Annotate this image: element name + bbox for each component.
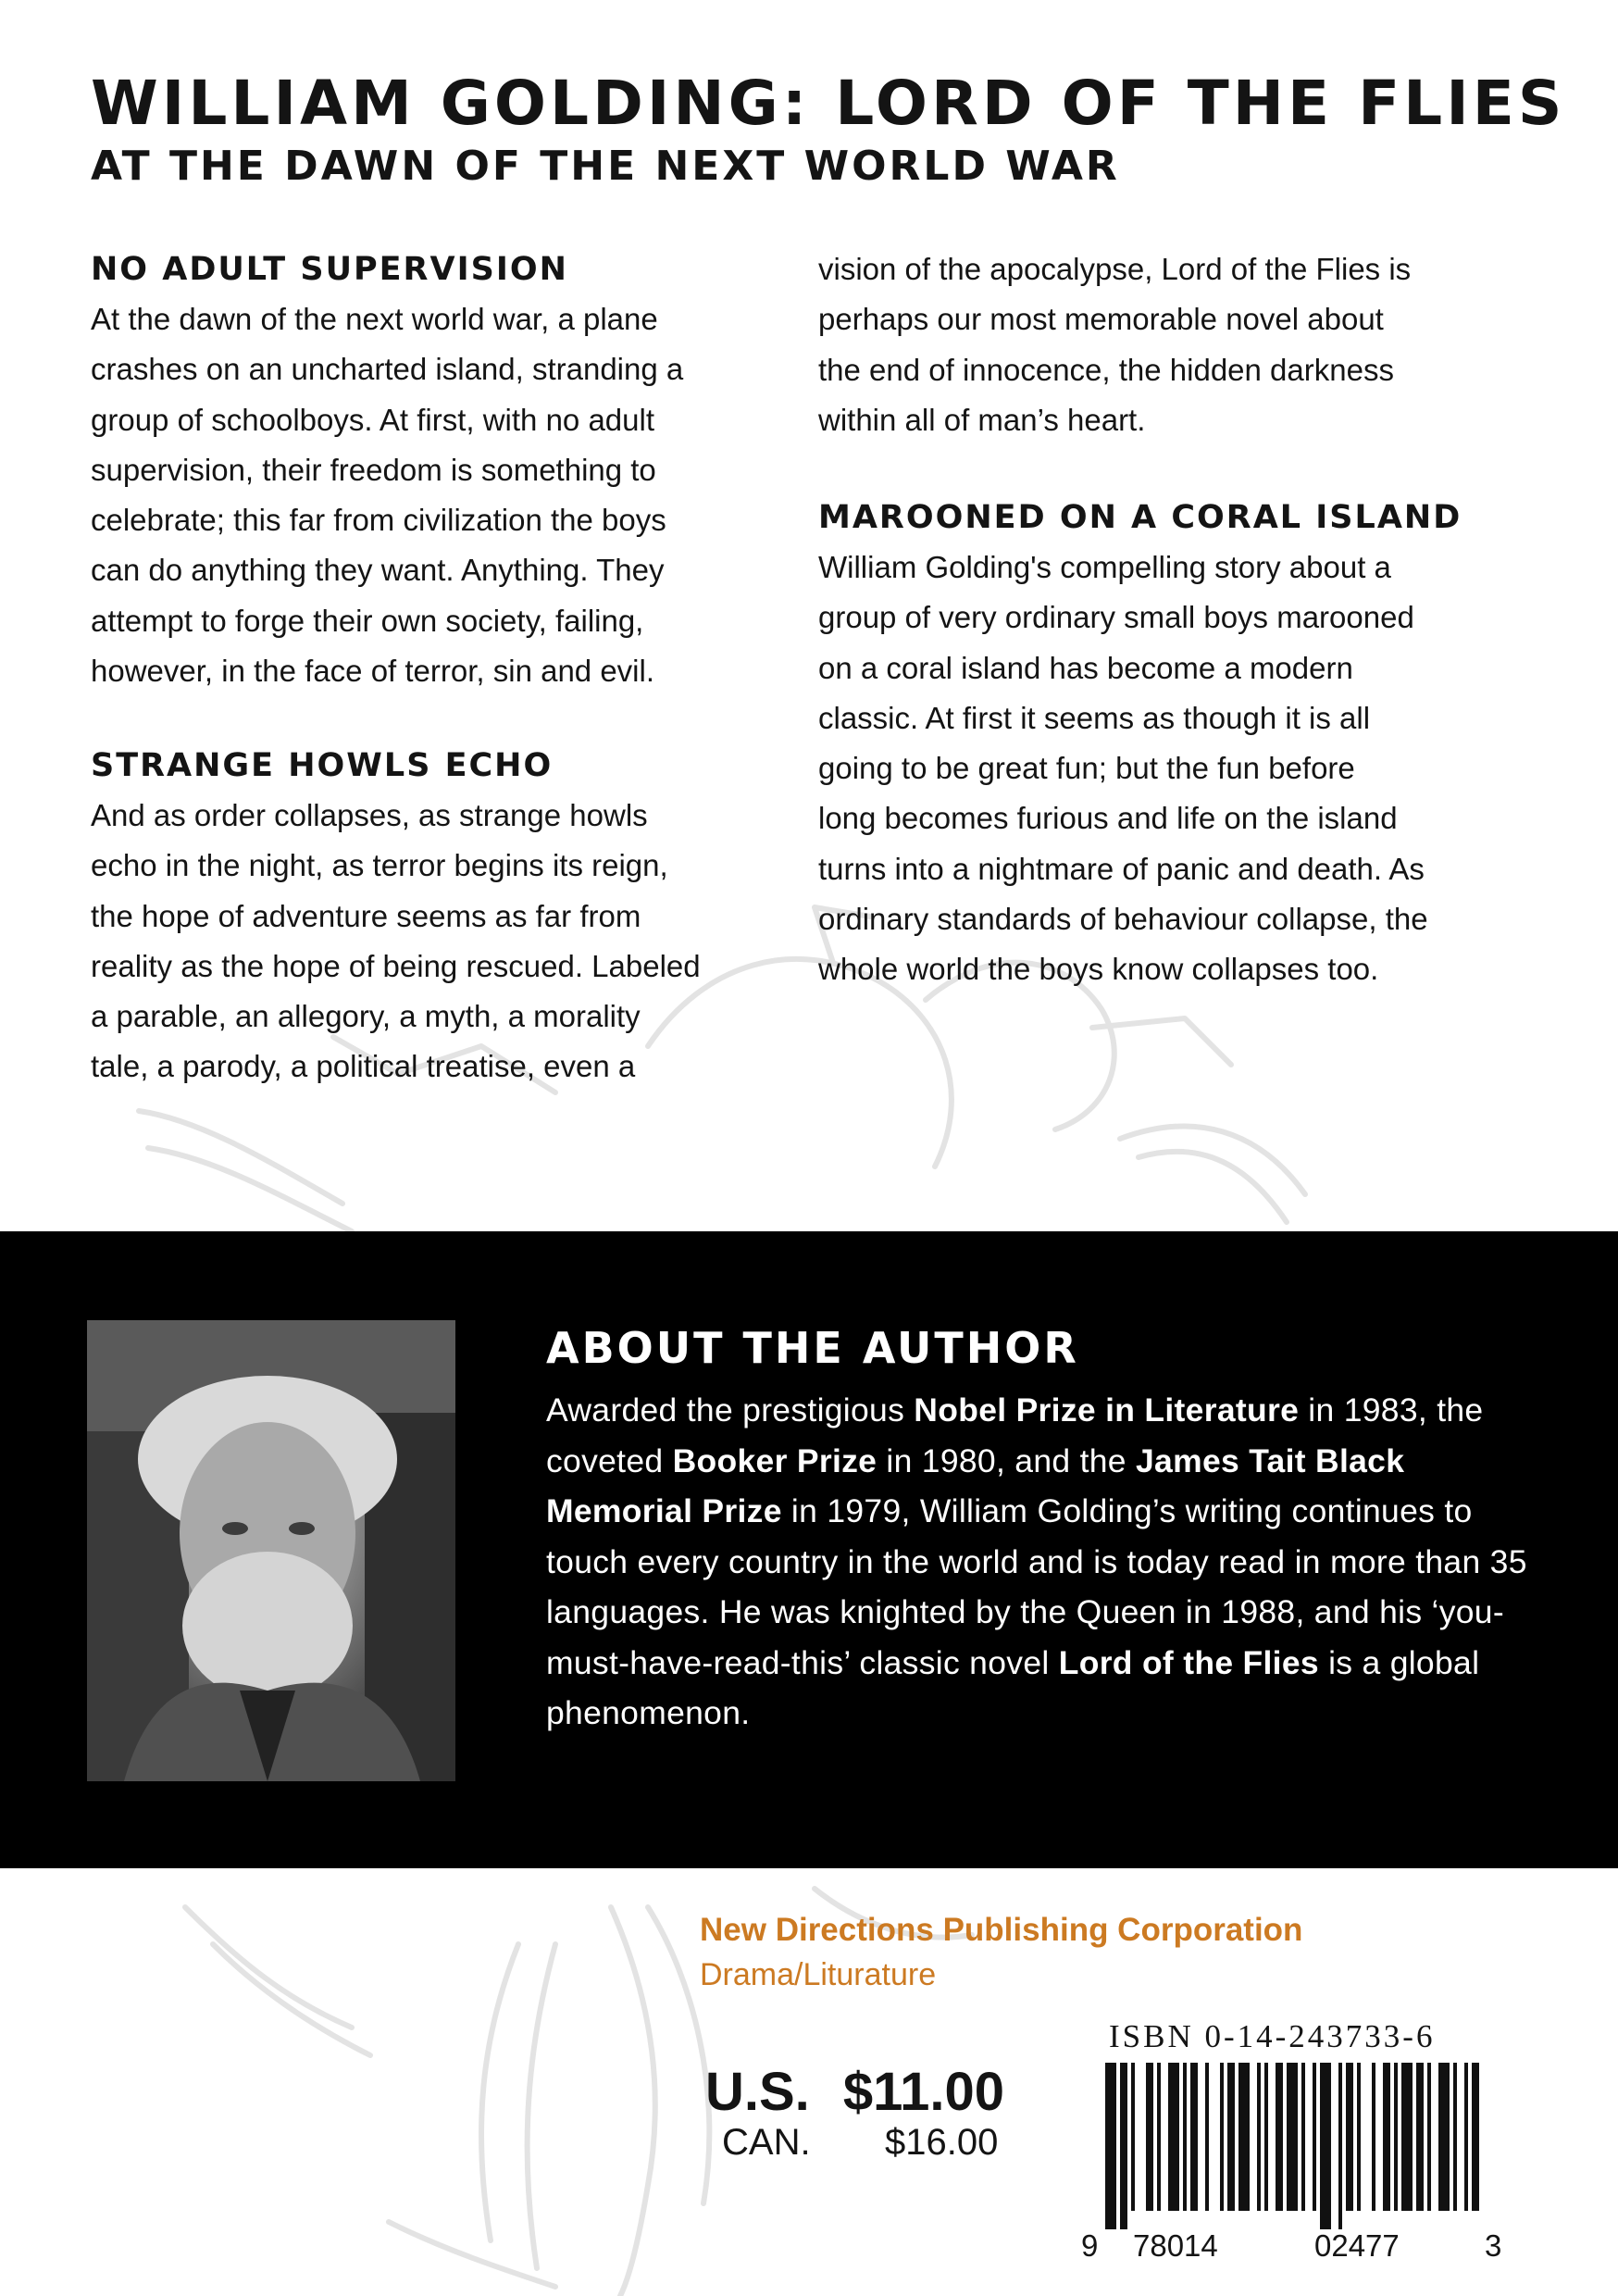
about-author-run: is a global phenomenon.: [546, 1643, 1480, 1731]
about-author-emphasis: Nobel Prize in Literature: [914, 1391, 1300, 1429]
about-author-run: in 1983, the coveted: [546, 1391, 1484, 1479]
barcode-bar: [1168, 2063, 1179, 2211]
genre-label: Drama/Liturature: [700, 1957, 937, 1992]
barcode-bar: [1372, 2063, 1375, 2211]
barcode-bar: [1338, 2063, 1342, 2229]
barcode-bar: [1357, 2063, 1361, 2211]
barcode-bar: [1227, 2063, 1235, 2211]
author-portrait-photo: [87, 1320, 455, 1781]
barcode-bar: [1146, 2063, 1153, 2211]
section-text: And as order collapses, as strange howls echo in the night, as terror begins its reign, the hope of adventure seems as far from reality as the hope of being rescued. Labeled a parable, an allegory, a myth, a morality tale, a parody, a political treatise, even a: [91, 798, 701, 1084]
barcode-bar: [1287, 2063, 1298, 2211]
barcode-bar: [1264, 2063, 1268, 2211]
barcode-bar: [1257, 2063, 1261, 2211]
barcode-bar: [1472, 2063, 1479, 2211]
barcode-bar: [1190, 2063, 1198, 2211]
about-author-run: Awarded the prestigious: [546, 1391, 915, 1429]
about-author-emphasis: Lord of the Flies: [1058, 1643, 1319, 1681]
section-marooned-on-a-coral-island: [818, 493, 1512, 995]
barcode-bar: [1120, 2063, 1127, 2229]
section-continuation: [818, 244, 1512, 445]
barcode-bar: [1131, 2063, 1135, 2211]
section-heading: NO ADULT SUPERVISION: [91, 251, 568, 288]
barcode-bar: [1301, 2063, 1305, 2211]
about-author-heading: ABOUT THE AUTHOR: [546, 1323, 1079, 1373]
barcode-bar: [1276, 2063, 1283, 2211]
barcode-left-group: 78014: [1133, 2228, 1218, 2263]
barcode-bar: [1220, 2063, 1224, 2211]
barcode-check-digit: 3: [1485, 2228, 1502, 2263]
about-author-run: in 1980, and the: [877, 1441, 1136, 1479]
about-author-emphasis: James Tait Black Memorial Prize: [546, 1441, 1405, 1529]
barcode-bar: [1438, 2063, 1450, 2211]
barcode-bar: [1464, 2063, 1468, 2211]
book-subtitle: AT THE DAWN OF THE NEXT WORLD WAR: [91, 143, 1120, 190]
isbn-number: ISBN 0-14-243733-6: [1109, 2018, 1436, 2054]
price-us-value: $11.00: [842, 2062, 1005, 2122]
price-us: [705, 2061, 1004, 2124]
about-author-band: [0, 1231, 1618, 1868]
section-text: At the dawn of the next world war, a plane crashes on an uncharted island, stranding a group of schoolboys. At first, with no adult supervision, their freedom is something to celebrate; this far from civilization the boys can do anything they want. Anything. They attempt to forge their own society, failing, however, in the face of terror, sin and evil.: [91, 302, 684, 689]
barcode-bar: [1346, 2063, 1353, 2211]
barcode-bar: [1394, 2063, 1398, 2211]
book-title: WILLIAM GOLDING: LORD OF THE FLIES: [91, 68, 1566, 139]
barcode-bar: [1313, 2063, 1316, 2211]
price-can: [722, 2120, 999, 2165]
section-no-adult-supervision: [91, 244, 785, 696]
about-author-emphasis: Booker Prize: [672, 1441, 877, 1479]
barcode-bar: [1383, 2063, 1390, 2211]
barcode-bar: [1105, 2063, 1116, 2229]
publisher-name: New Directions Publishing Corporation: [700, 1912, 1303, 1948]
barcode: [1081, 2063, 1503, 2285]
barcode-bar: [1157, 2063, 1161, 2211]
about-author-text: [546, 1385, 1555, 1739]
section-heading: MAROONED ON A CORAL ISLAND: [818, 499, 1462, 536]
barcode-bar: [1401, 2063, 1413, 2211]
section-text: William Golding's compelling story about a group of very ordinary small boys marooned on a coral island has become a modern classic. At first it seems as though it is all going to be great fun; but the fun before long becomes furious and life on the island turns into a nightmare of panic and death. As ordinary standards of behaviour collapse, the whole world the boys know collapses too.: [818, 550, 1428, 987]
barcode-bar: [1205, 2063, 1209, 2211]
barcode-bar: [1238, 2063, 1250, 2211]
barcode-bar: [1427, 2063, 1431, 2211]
barcode-bar: [1183, 2063, 1187, 2211]
barcode-right-group: 02477: [1314, 2228, 1400, 2263]
section-strange-howls-echo: [91, 741, 785, 1092]
barcode-bar: [1416, 2063, 1424, 2211]
barcode-bar: [1320, 2063, 1331, 2229]
section-heading: STRANGE HOWLS ECHO: [91, 747, 554, 784]
about-author-run: in 1979, William Golding’s writing continues to touch every country in the world and is today read in more than 35 languages. He was knighted by the Queen in 1988, and his ‘you-must-have-read-this’ classic novel: [546, 1492, 1527, 1681]
price-can-value: $16.00: [885, 2122, 999, 2163]
barcode-bar: [1453, 2063, 1457, 2211]
barcode-lead-digit: 9: [1081, 2228, 1099, 2263]
price-can-label: CAN.: [722, 2122, 811, 2163]
price-us-label: U.S.: [705, 2062, 810, 2122]
section-text: vision of the apocalypse, Lord of the Flies is perhaps our most memorable novel about the end of innocence, the hidden darkness within all of man’s heart.: [818, 252, 1412, 437]
